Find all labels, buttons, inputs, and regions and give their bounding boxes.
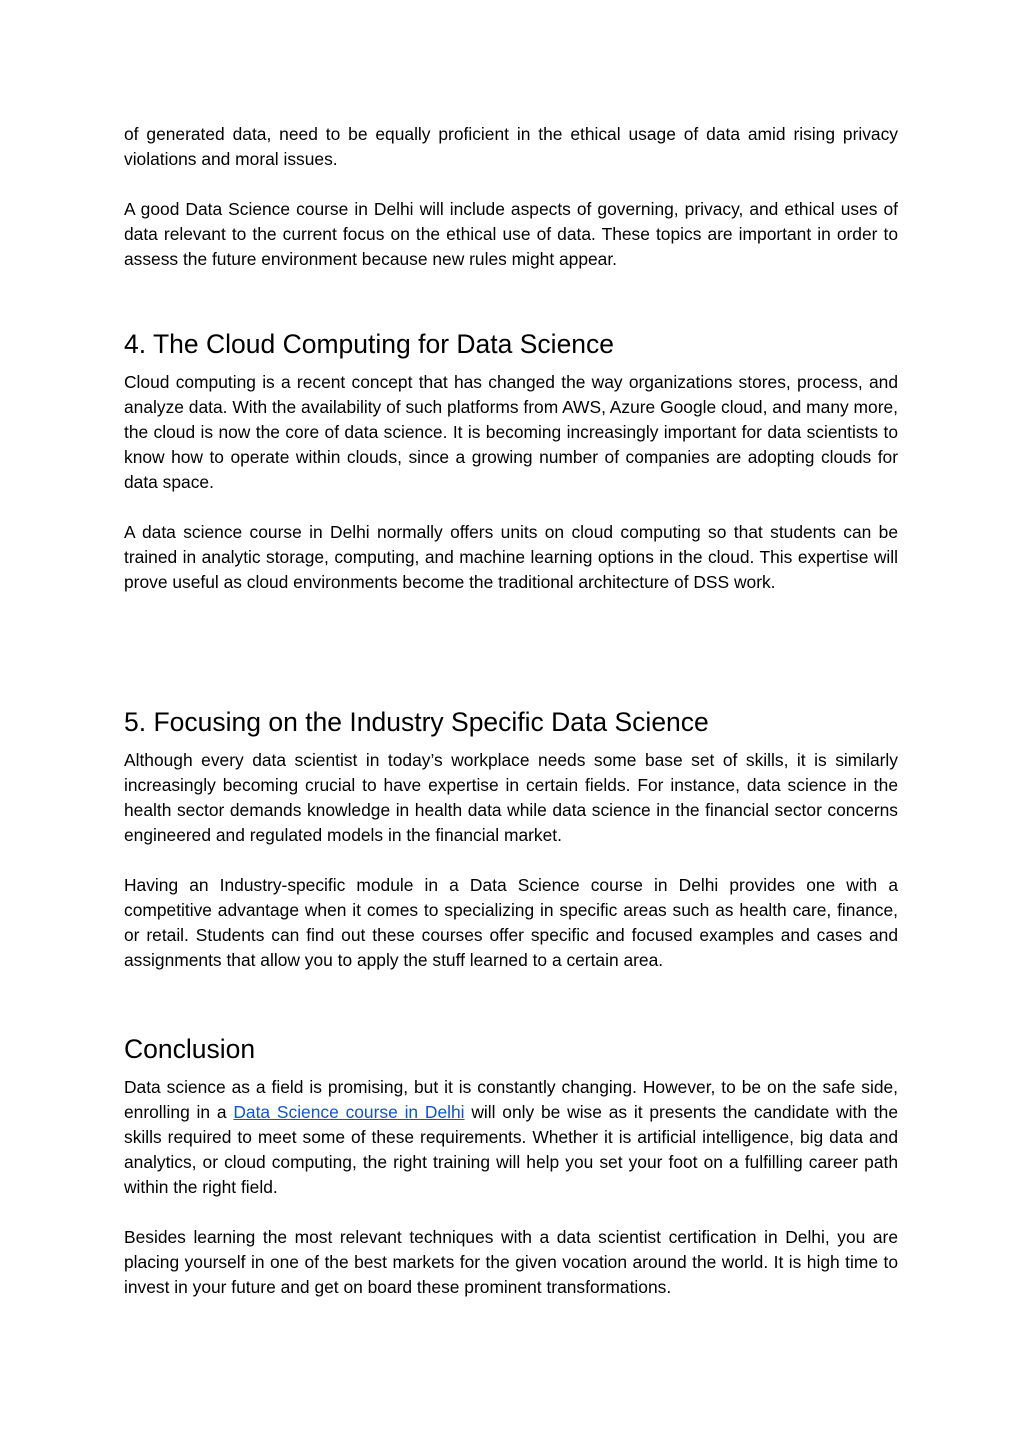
section-5-paragraph-1: Although every data scientist in today’s workplace needs some base set of skills, it is similarly increasingly becoming crucial to have expertise in certain fields. For instance, data science in the health sector demands knowledge in health data while data science in the financial sector concerns engineered and regulated models in the financial market. [124, 750, 898, 845]
conclusion-text-before-link: Data science as a field is promising, but it is constantly changing. However, to be on the safe side, enrolling in a [124, 1077, 898, 1122]
section-4-paragraph-2: A data science course in Delhi normally offers units on cloud computing so that students can be trained in analytic storage, computing, and machine learning options in the cloud. This expertise will prove useful as cloud environments become the traditional architecture of DSS work. [124, 522, 898, 592]
section-conclusion [124, 1033, 898, 1300]
intro-section [124, 122, 898, 272]
section-industry-specific [124, 706, 898, 973]
section-5-paragraph-2: Having an Industry-specific module in a Data Science course in Delhi provides one with a competitive advantage when it comes to specializing in specific areas such as health care, finance, or retail. Students can find out these courses offer specific and focused examples and cases and assignments that allow you to apply the stuff learned to a certain area. [124, 875, 898, 970]
section-4-heading: 4. The Cloud Computing for Data Science [124, 329, 615, 359]
intro-paragraph-1: of generated data, need to be equally proficient in the ethical usage of data amid rising privacy violations and moral issues. [124, 124, 898, 169]
intro-paragraph-2: A good Data Science course in Delhi will include aspects of governing, privacy, and ethical uses of data relevant to the current focus on the ethical use of data. These topics are important in order to assess the future environment because new rules might appear. [124, 199, 898, 269]
section-cloud-computing [124, 328, 898, 595]
conclusion-heading: Conclusion [124, 1034, 256, 1064]
section-4-paragraph-1: Cloud computing is a recent concept that has changed the way organizations stores, process, and analyze data. With the availability of such platforms from AWS, Azure Google cloud, and many more, the cloud is now the core of data science. It is becoming increasingly important for data scientists to know how to operate within clouds, since a growing number of companies are adopting clouds for data space. [124, 372, 898, 492]
conclusion-paragraph-1 [124, 1075, 898, 1200]
conclusion-text-after-link: will only be wise as it presents the candidate with the skills required to meet some of these requirements. Whether it is artificial intelligence, big data and analytics, or cloud computing, the right training will help you set your foot on a fulfilling career path within the right field. [124, 1102, 898, 1197]
conclusion-paragraph-2: Besides learning the most relevant techniques with a data scientist certification in Delhi, you are placing yourself in one of the best markets for the given vocation around the world. It is high time to invest in your future and get on board these prominent transformations. [124, 1227, 898, 1297]
section-5-heading: 5. Focusing on the Industry Specific Data Science [124, 707, 709, 737]
data-science-course-link[interactable]: Data Science course in Delhi [233, 1102, 465, 1122]
